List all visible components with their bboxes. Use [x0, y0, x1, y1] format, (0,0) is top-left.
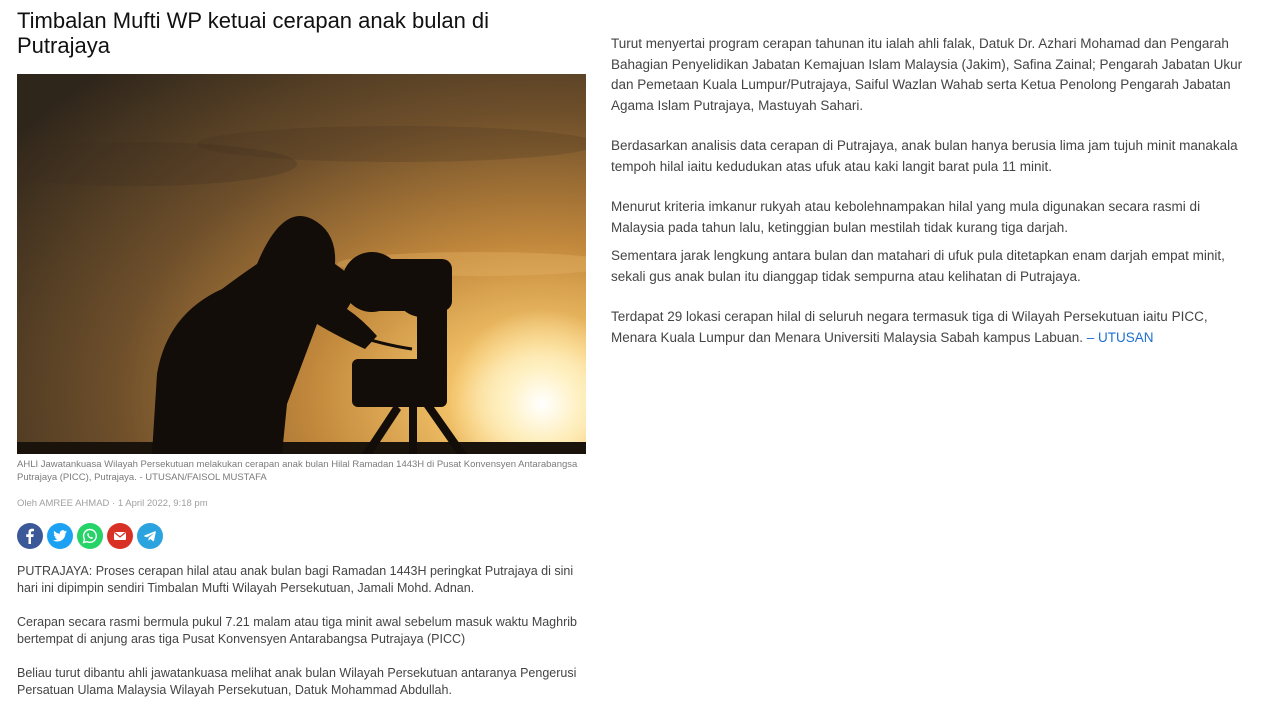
article-paragraph: Menurut kriteria imkanur rukyah atau kebolehnampakan hilal yang mula digunakan secara rasmi di Malaysia pada tahun lalu, ketinggian bulan mestilah tidak kurang tiga darjah. [611, 199, 1201, 235]
facebook-share-button[interactable] [17, 523, 43, 549]
hero-image [17, 74, 586, 454]
share-buttons [17, 523, 587, 549]
whatsapp-icon [82, 528, 98, 544]
article-title: Timbalan Mufti WP ketuai cerapan anak bulan di Putrajaya [17, 8, 490, 58]
article-paragraph: PUTRAJAYA: Proses cerapan hilal atau anak bulan bagi Ramadan 1443H peringkat Putrajaya di sini hari ini dipimpin sendiri Timbalan Mufti Wilayah Persekutuan, Jamali Mohd. Adnan. [17, 564, 574, 595]
article-paragraph: Cerapan secara rasmi bermula pukul 7.21 malam atau tiga minit awal sebelum masuk waktu Maghrib bertempat di anjung aras tiga Pusat Konvensyen Antarabangsa Putrajaya (PICC) [17, 615, 577, 646]
article-paragraph: Sementara jarak lengkung antara bulan dan matahari di ufuk pula ditetapkan enam darjah empat minit, sekali gus anak bulan itu dianggap tidak sempurna atau kelihatan di Putrajaya. [611, 248, 1225, 284]
twitter-icon [52, 528, 68, 544]
twitter-share-button[interactable] [47, 523, 73, 549]
source-link[interactable]: – UTUSAN [1086, 329, 1154, 345]
telegram-icon [142, 528, 158, 544]
article-paragraph: Turut menyertai program cerapan tahunan itu ialah ahli falak, Datuk Dr. Azhari Mohamad dan Pengarah Bahagian Penyelidikan Jabatan Kemajuan Islam Malaysia (Jakim), Safina Zainal; Pengarah Jabatan Ukur dan Pemetaan Kuala Lumpur/Putrajaya, Saiful Wazlan Wahab serta Ketua Penolong Pengarah Jabatan Agama Islam Putrajaya, Mastuyah Sahari. [611, 36, 1243, 113]
article-paragraph-last [611, 307, 1251, 348]
article-right-column [611, 34, 1251, 368]
email-icon [112, 528, 128, 544]
telegram-share-button[interactable] [137, 523, 163, 549]
article-paragraph-text: Terdapat 29 lokasi cerapan hilal di seluruh negara termasuk tiga di Wilayah Persekutuan iaitu PICC, Menara Kuala Lumpur dan Menara Universiti Malaysia Sabah kampus Labuan. [611, 309, 1208, 345]
email-share-button[interactable] [107, 523, 133, 549]
whatsapp-share-button[interactable] [77, 523, 103, 549]
facebook-icon [22, 528, 38, 544]
image-caption: AHLI Jawatankuasa Wilayah Persekutuan melakukan cerapan anak bulan Hilal Ramadan 1443H di Pusat Konvensyen Antarabangsa Putrajaya (PICC), Putrajaya. - UTUSAN/FAISOL MUSTAFA [17, 459, 578, 483]
article-byline: Oleh AMREE AHMAD · 1 April 2022, 9:18 pm [17, 498, 208, 509]
article-paragraph: Berdasarkan analisis data cerapan di Putrajaya, anak bulan hanya berusia lima jam tujuh minit manakala tempoh hilal iaitu kedudukan atas ufuk atau kaki langit barat pula 11 minit. [611, 138, 1238, 174]
article-left-column [17, 8, 587, 699]
article-paragraph: Beliau turut dibantu ahli jawatankuasa melihat anak bulan Wilayah Persekutuan antaranya Pengerusi Persatuan Ulama Malaysia Wilayah Persekutuan, Datuk Mohammad Abdullah. [17, 666, 577, 697]
